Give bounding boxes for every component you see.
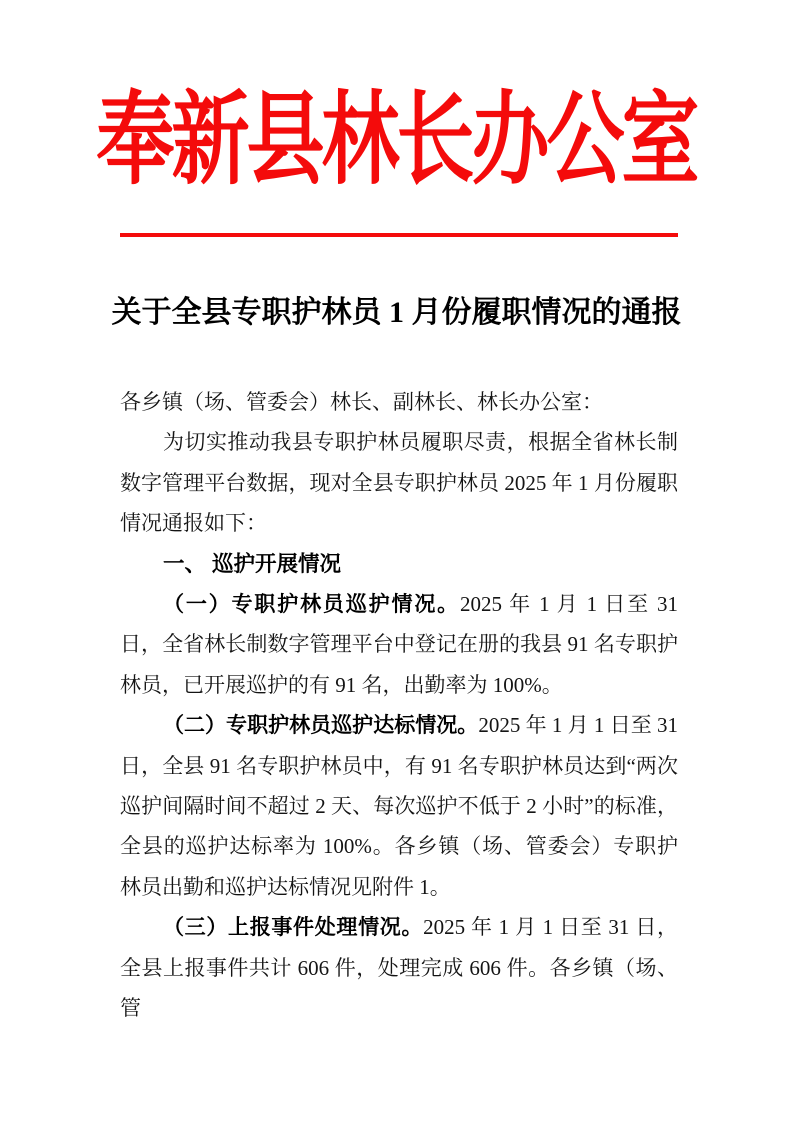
item-3-body: 2025 年 1 月 1 日至 31 日，全县上报事件共计 606 件，处理完成 606 件。各乡镇（场、管 [120, 915, 678, 1021]
letterhead-title: 奉新县林长办公室 [96, 83, 697, 197]
section-heading-1: 一、 巡护开展情况 [163, 551, 341, 576]
item-paragraph-2 [120, 705, 678, 907]
item-paragraph-1 [120, 584, 678, 705]
item-1-lead: （一）专职护林员巡护情况。 [163, 592, 461, 617]
intro-paragraph: 为切实推动我县专职护林员履职尽责，根据全省林长制数字管理平台数据，现对全县专职护林员 2025 年 1 月份履职情况通报如下： [120, 430, 678, 536]
document-body [120, 382, 678, 1029]
red-divider-line [120, 233, 678, 237]
item-2-body: 2025 年 1 月 1 日至 31 日，全县 91 名专职护林员中，有 91 名专职护林员达到“两次巡护间隔时间不超过 2 天、每次巡护不低于 2 小时”的标准，全县的巡护达标率为 100%。各乡镇（场、管委会）专职护林员出勤和巡护达标情况见附件 1。 [120, 713, 679, 899]
salutation-line: 各乡镇（场、管委会）林长、副林长、林长办公室： [120, 390, 603, 414]
document-title: 关于全县专职护林员 1 月份履职情况的通报 [111, 296, 682, 329]
item-1-body: 2025 年 1 月 1 日至 31 日，全省林长制数字管理平台中登记在册的我县 91 名专职护林员，已开展巡护的有 91 名，出勤率为 100%。 [120, 592, 679, 697]
item-2-lead: （二）专职护林员巡护达标情况。 [163, 713, 479, 738]
item-paragraph-3 [120, 907, 678, 1028]
item-3-lead: （三）上报事件处理情况。 [163, 915, 424, 940]
